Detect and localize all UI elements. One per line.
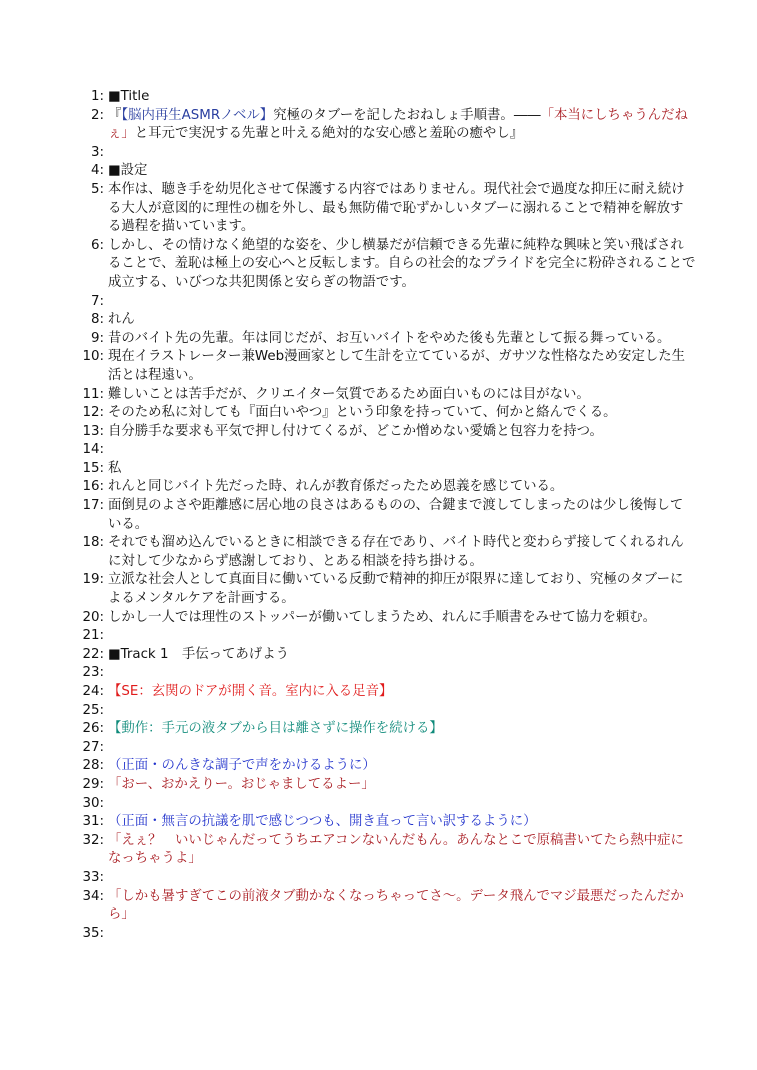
line-text xyxy=(108,460,696,479)
line-number: 27: xyxy=(82,739,104,755)
text-segment: ■設定 xyxy=(108,163,148,179)
document-line xyxy=(0,702,757,721)
line-text xyxy=(108,162,696,181)
document-line xyxy=(0,181,757,237)
text-segment: 「しかも暑すぎてこの前液タブ動かなくなっちゃってさ～。データ飛んでマジ最悪だったんだから」 xyxy=(108,888,684,923)
document-line xyxy=(0,534,757,571)
document-line xyxy=(0,162,757,181)
line-number: 18: xyxy=(82,535,104,551)
line-text xyxy=(108,497,696,534)
line-number: 26: xyxy=(82,721,104,737)
line-text xyxy=(108,702,696,721)
line-number: 22: xyxy=(82,646,104,662)
text-segment: 【脳内再生ASMRノベル】 xyxy=(121,107,274,123)
text-segment: 昔のバイト先の先輩。年は同じだが、お互いバイトをやめた後も先輩として振る舞っている。 xyxy=(108,330,671,346)
line-number: 8: xyxy=(90,312,104,328)
line-text xyxy=(108,441,696,460)
document-line xyxy=(0,404,757,423)
line-number: 34: xyxy=(82,888,104,904)
line-text xyxy=(108,627,696,646)
line-number: 12: xyxy=(82,405,104,421)
text-segment: れんと同じバイト先だった時、れんが教育係だったため恩義を感じている。 xyxy=(108,479,564,495)
line-text xyxy=(108,181,696,237)
document-line xyxy=(0,869,757,888)
text-segment: （正面・のんきな調子で声をかけるように） xyxy=(108,758,376,774)
line-number: 29: xyxy=(82,776,104,792)
line-number: 28: xyxy=(82,758,104,774)
text-segment: 現在イラストレーター兼Web漫画家として生計を立てているが、ガサツな性格なため安定した生活とは程遠い。 xyxy=(108,349,685,383)
document-line xyxy=(0,460,757,479)
text-segment: 面倒見のよさや距離感に居心地の良さはあるものの、合鍵まで渡してしまったのは少し後悔している。 xyxy=(108,498,684,532)
line-text xyxy=(108,144,696,163)
line-number: 3: xyxy=(90,144,104,160)
line-text xyxy=(108,423,696,442)
line-text xyxy=(108,404,696,423)
text-segment: 立派な社会人として真面目に働いている反動で精神的抑圧が限界に達しており、究極のタブーによるメンタルケアを計画する。 xyxy=(108,572,684,607)
line-text xyxy=(108,757,696,776)
line-text xyxy=(108,720,696,739)
line-number: 33: xyxy=(82,869,104,885)
line-number: 32: xyxy=(82,832,104,848)
text-segment: れん xyxy=(108,312,135,328)
line-text xyxy=(108,293,696,312)
line-text xyxy=(108,609,696,628)
text-segment: 難しいことは苦手だが、クリエイター気質であるため面白いものには目がない。 xyxy=(108,386,590,402)
document-line xyxy=(0,888,757,925)
line-text xyxy=(108,571,696,608)
text-segment: 自分勝手な要求も平気で押し付けてくるが、どこか憎めない愛嬌と包容力を持つ。 xyxy=(108,423,603,439)
line-number: 10: xyxy=(82,349,104,365)
text-segment: ■Title xyxy=(108,89,150,104)
line-number: 4: xyxy=(90,163,104,179)
line-number: 25: xyxy=(82,702,104,718)
line-text xyxy=(108,888,696,925)
document-line xyxy=(0,813,757,832)
document-line xyxy=(0,757,757,776)
text-segment: と耳元で実況する先輩と叶える絶対的な安心感と羞恥の癒やし』 xyxy=(134,126,524,142)
line-text xyxy=(108,646,696,665)
document-line xyxy=(0,478,757,497)
line-number: 14: xyxy=(82,442,104,458)
text-segment: 「本当にしちゃうんだねぇ」 xyxy=(108,107,688,142)
document-line xyxy=(0,88,757,107)
document-line xyxy=(0,739,757,758)
document-line xyxy=(0,720,757,739)
line-text xyxy=(108,237,696,293)
text-segment: 「えぇ？ いいじゃんだってうちエアコンないんだもん。あんなとこで原稿書いてたら熱中症になっちゃうよ」 xyxy=(108,832,684,867)
document-line xyxy=(0,609,757,628)
document-line xyxy=(0,293,757,312)
line-number: 5: xyxy=(90,181,104,197)
line-text xyxy=(108,813,696,832)
text-segment: 【動作：手元の液タブから目は離さずに操作を続ける】 xyxy=(108,721,443,737)
document-line xyxy=(0,311,757,330)
document-line xyxy=(0,441,757,460)
line-number: 19: xyxy=(82,572,104,588)
line-text xyxy=(108,311,696,330)
line-text xyxy=(108,386,696,405)
document-line xyxy=(0,348,757,385)
line-number: 17: xyxy=(82,498,104,514)
line-text xyxy=(108,776,696,795)
document-line xyxy=(0,664,757,683)
script-text-body xyxy=(0,88,757,943)
line-number: 16: xyxy=(82,479,104,495)
document-line xyxy=(0,776,757,795)
line-text xyxy=(108,88,696,107)
document-line xyxy=(0,627,757,646)
document-line xyxy=(0,646,757,665)
line-number: 1: xyxy=(90,89,104,104)
document-line xyxy=(0,423,757,442)
line-number: 20: xyxy=(82,609,104,625)
document-line xyxy=(0,925,757,944)
line-text xyxy=(108,664,696,683)
line-number: 30: xyxy=(82,795,104,811)
line-text xyxy=(108,683,696,702)
line-number: 13: xyxy=(82,423,104,439)
text-segment: 究極のタブーを記したおねしょ手順書。―― xyxy=(273,107,541,123)
document-line xyxy=(0,107,757,144)
document-line xyxy=(0,571,757,608)
line-text xyxy=(108,534,696,571)
line-number: 23: xyxy=(82,665,104,681)
text-segment: 「おー、おかえりー。おじゃましてるよー」 xyxy=(108,776,375,792)
document-line xyxy=(0,386,757,405)
document-line xyxy=(0,795,757,814)
text-segment: しかし一人では理性のストッパーが働いてしまうため、れんに手順書をみせて協力を頼む。 xyxy=(108,609,657,625)
text-segment: （正面・無言の抗議を肌で感じつつも、開き直って言い訳するように） xyxy=(108,814,537,830)
line-number: 24: xyxy=(82,684,104,699)
text-segment: そのため私に対しても『面白いやつ』という印象を持っていて、何かと絡んでくる。 xyxy=(108,405,617,421)
text-segment: 本作は、聴き手を幼児化させて保護する内容ではありません。現代社会で過度な抑圧に耐え続ける大人が意図的に理性の枷を外し、最も無防備で恥ずかしいタブーに溺れることで精神を解放する過程を描いています。 xyxy=(108,181,685,235)
line-text xyxy=(108,869,696,888)
document-line xyxy=(0,237,757,293)
line-text xyxy=(108,795,696,814)
document-line xyxy=(0,330,757,349)
document-line xyxy=(0,832,757,869)
document-line xyxy=(0,683,757,702)
line-number: 2: xyxy=(90,107,104,123)
line-text xyxy=(108,348,696,385)
text-segment: 私 xyxy=(108,460,122,476)
line-number: 21: xyxy=(82,628,104,644)
line-number: 15: xyxy=(82,460,104,476)
text-segment: 『 xyxy=(108,107,122,123)
line-text xyxy=(108,832,696,869)
line-number: 6: xyxy=(90,237,104,253)
line-text xyxy=(108,478,696,497)
line-text xyxy=(108,739,696,758)
line-number: 11: xyxy=(82,386,104,402)
document-line xyxy=(0,497,757,534)
line-number: 35: xyxy=(82,925,104,941)
text-segment: しかし、その情けなく絶望的な姿を、少し横暴だが信頼できる先輩に純粋な興味と笑い飛ばされることで、羞恥は極上の安心へと反転します。自らの社会的なプライドを完全に粉砕されることで成立する、いびつな共犯関係と安らぎの物語です。 xyxy=(108,237,696,290)
line-number: 31: xyxy=(82,814,104,830)
line-text xyxy=(108,330,696,349)
line-text xyxy=(108,925,696,944)
document-line xyxy=(0,144,757,163)
line-text xyxy=(108,107,696,144)
line-number: 7: xyxy=(90,293,104,309)
text-segment: それでも溜め込んでいるときに相談できる存在であり、バイト時代と変わらず接してくれるれんに対して少なからず感謝しており、とある相談を持ち掛ける。 xyxy=(108,535,684,569)
line-number: 9: xyxy=(90,330,104,346)
text-segment: ■Track 1 手伝ってあげよう xyxy=(108,646,289,662)
text-segment: 【SE：玄関のドアが開く音。室内に入る足音】 xyxy=(108,684,393,699)
